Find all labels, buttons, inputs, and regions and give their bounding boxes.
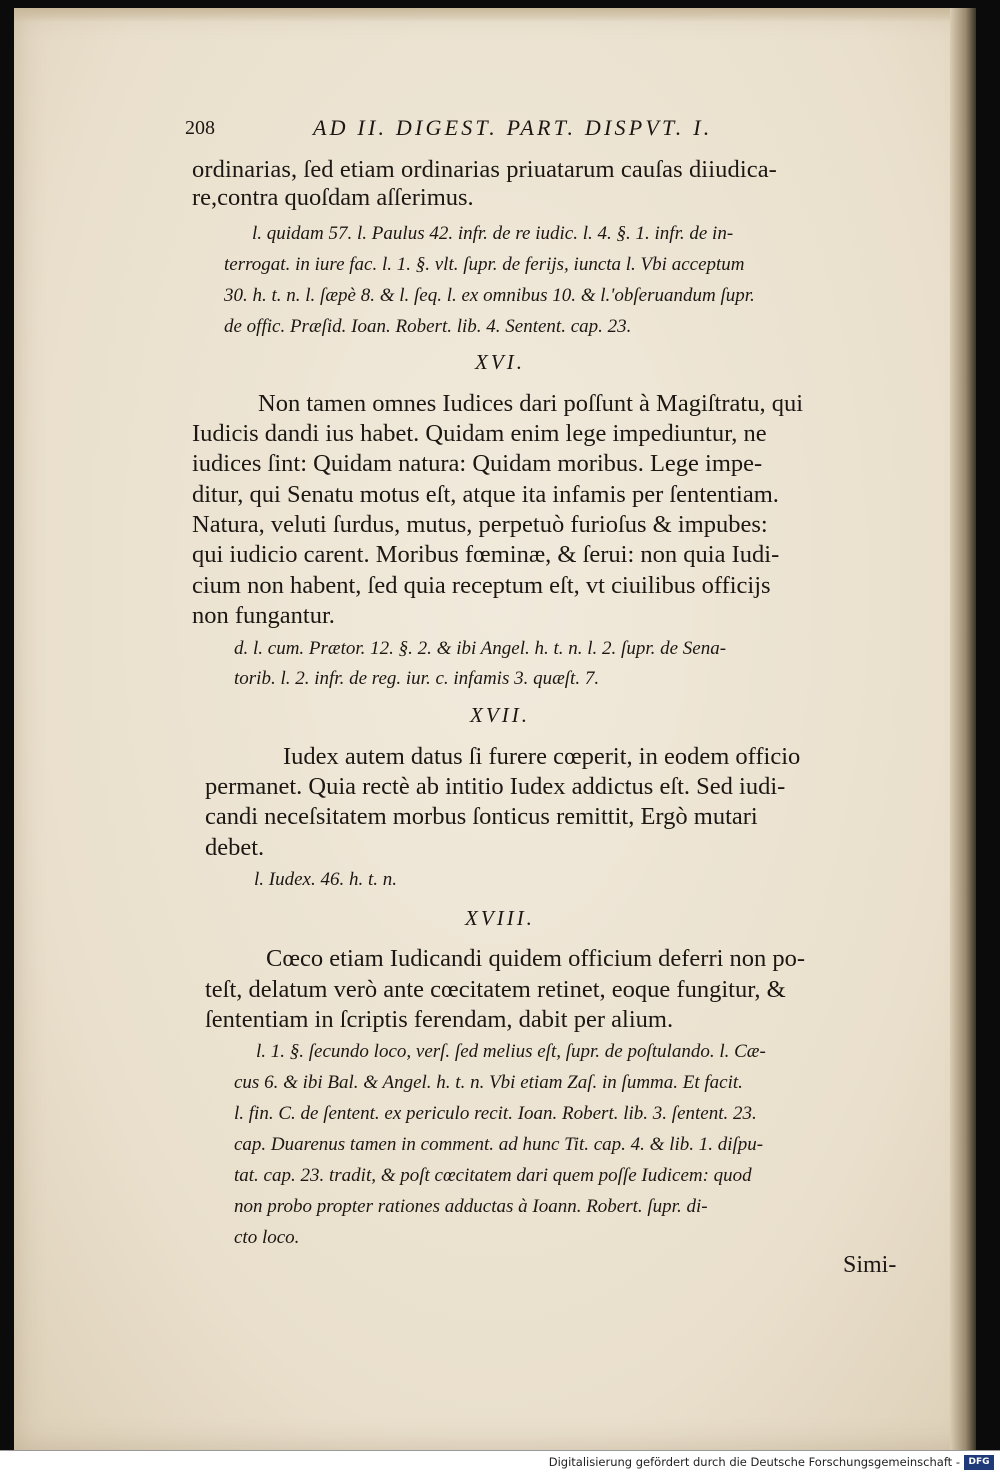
citation-line: d. l. cum. Prætor. 12. §. 2. & ibi Angel. h. t. n. l. 2. ſupr. de Sena- [234,638,727,659]
citation-line: de offic. Præſid. Ioan. Robert. lib. 4. Sentent. cap. 23. [224,316,632,337]
body-line: qui iudicio carent. Moribus fœminæ, & ſerui: non quia Iudi- [192,541,780,568]
citation-line: cto loco. [234,1227,300,1248]
body-line: cium non habent, ſed quia receptum eſt, vt ciuilibus officijs [192,572,771,599]
citation-line: l. quidam 57. l. Paulus 42. infr. de re iudic. l. 4. §. 1. infr. de in- [252,223,734,244]
citation-line: non probo propter rationes adductas à Ioann. Robert. ſupr. di- [234,1196,708,1217]
catchword: Simi- [843,1252,897,1278]
body-line: Iudex autem datus ſi furere cœperit, in eodem officio [283,743,801,770]
citation-line: cus 6. & ibi Bal. & Angel. h. t. n. Vbi etiam Zaſ. in ſumma. Et facit. [234,1072,743,1093]
citation-line: l. 1. §. ſecundo loco, verſ. ſed melius eſt, ſupr. de poſtulando. l. Cæ- [256,1041,766,1062]
section-heading-xviii: XVIII. [465,906,535,930]
body-line: permanet. Quia rectè ab intitio Iudex addictus eſt. Sed iudi- [205,773,786,800]
body-line: Iudicis dandi ius habet. Quidam enim lege impediuntur, ne [192,420,767,447]
body-line: non fungantur. [192,602,335,629]
section-heading-xvii: XVII. [470,703,530,727]
body-line: ſententiam in ſcriptis ferendam, dabit per alium. [205,1006,674,1033]
body-line: Non tamen omnes Iudices dari poſſunt à Magiſtratu, qui [258,390,804,417]
citation-line: 30. h. t. n. l. ſæpè 8. & l. ſeq. l. ex omnibus 10. & l.'obſeruandum ſupr. [224,285,755,306]
body-line: ditur, qui Senatu motus eſt, atque ita infamis per ſententiam. [192,481,779,508]
section-heading-xvi: XVI. [475,350,525,374]
running-head: AD II. DIGEST. PART. DISPVT. I. [313,115,713,140]
body-line: candi neceſsitatem morbus ſonticus remittit, Ergò mutari [205,803,758,830]
page-number: 208 [185,117,215,139]
footer-credit: Digitalisierung gefördert durch die Deutsche Forschungsgemeinschaft - [548,1455,960,1469]
citation-line: cap. Duarenus tamen in comment. ad hunc Tit. cap. 4. & lib. 1. diſpu- [234,1134,764,1155]
body-line: iudices ſint: Quidam natura: Quidam moribus. Lege impe- [192,450,763,477]
body-line: re,contra quoſdam aſſerimus. [192,184,474,211]
citation-line: l. fin. C. de ſentent. ex periculo recit. Ioan. Robert. lib. 3. ſentent. 23. [234,1103,757,1124]
digitization-footer [0,1450,1000,1475]
citation-line: l. Iudex. 46. h. t. n. [254,869,398,890]
body-line: ordinarias, ſed etiam ordinarias priuatarum cauſas diiudica- [192,156,777,183]
dfg-logo-icon: DFG [964,1455,994,1470]
citation-line: torib. l. 2. infr. de reg. iur. c. infamis 3. quæſt. 7. [234,668,600,689]
body-line: Cœco etiam Iudicandi quidem officium deferri non po- [266,945,806,972]
citation-line: tat. cap. 23. tradit, & poſt cœcitatem dari quem poſſe Iudicem: quod [234,1165,752,1186]
body-line: debet. [205,834,265,861]
body-line: teſt, delatum verò ante cœcitatem retinet, eoque fungitur, & [205,976,786,1003]
citation-line: terrogat. in iure fac. l. 1. §. vlt. ſupr. de ferijs, iuncta l. Vbi acceptum [224,254,745,275]
body-line: Natura, veluti ſurdus, mutus, perpetuò furioſus & impubes: [192,511,768,538]
